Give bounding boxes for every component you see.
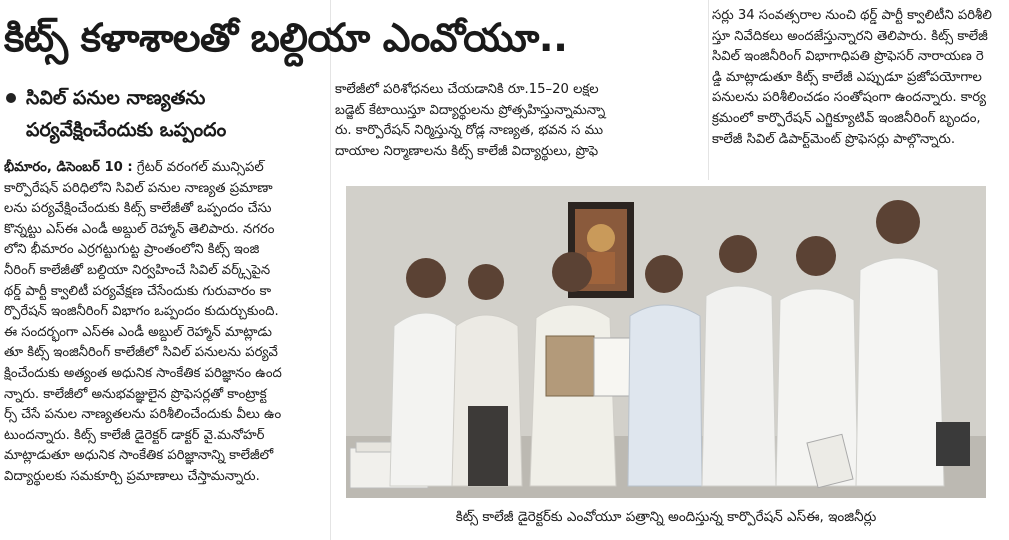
body-line: డ్డి మాట్లాడుతూ కిట్స్ కాలేజీ ఎప్పుడూ ప్రజోపయోగాల [712, 69, 982, 85]
body-line: కాలేజీ సివిల్ డిపార్ట్‌మెంట్ ప్రొఫెసర్లు పాల్గొన్నారు. [712, 131, 956, 147]
body-line: లోని భీమారం ఎర్రగట్టుగుట్ట ప్రాంతంలోని కిట్స్ ఇంజి [4, 242, 260, 258]
body-line: ర్పొరేషన్ ఇంజినీరింగ్ విభాగం ఒప్పందం కుదుర్చుకుంది. [4, 304, 279, 320]
dateline: భీమారం, డిసెంబర్ 10 : [4, 160, 133, 175]
body-line: కార్పొరేషన్ పరిధిలోని సివిల్ పనుల నాణ్యత ప్రమాణా [4, 180, 273, 196]
article-body-column-1 [4, 158, 326, 488]
body-line: క్షించేందుకు అత్యంత అధునిక సాంకేతిక పరిజ్ఞానం ఉంద [4, 365, 282, 381]
body-line: కొన్నట్టు ఎస్ఈ ఎండీ అబ్దుల్ రెహ్మాన్ తెలిపారు. నగరం [4, 221, 275, 237]
body-line: నీరింగ్ కాలేజీతో బల్దియా నిర్వహించే సివిల్ వర్క్స్‌పైన [4, 262, 271, 278]
body-line: ఈ సందర్భంగా ఎస్ఈ ఎండీ అబ్దుల్ రెహ్మాన్ మాట్లాడు [4, 324, 272, 340]
body-line: మాట్లాడుతూ అధునిక సాంకేతిక పరిజ్ఞానాన్ని కాలేజీలో [4, 448, 274, 464]
body-line: స్తూ నివేదికలు అందజేస్తున్నారని తెలిపారు. కిట్స్ కాలేజీ [712, 28, 988, 44]
body-line: న్నారు. కాలేజీలో అనుభవజ్ఞులైన ప్రొఫెసర్లతో కాంట్రాక్ట [4, 386, 267, 402]
photo-illustration [346, 186, 986, 498]
photo-caption: కిట్స్ కాలేజీ డైరెక్టర్‌కు ఎంవోయూ పత్రాన్ని అందిస్తున్న కార్పొరేషన్ ఎస్ఈ, ఇంజినీర్లు [455, 509, 877, 525]
body-line: లను పర్యవేక్షించేందుకు కిట్స్ కాలేజీతో ఒప్పందం చేసు [4, 201, 272, 217]
article-body-column-3 [712, 6, 1005, 150]
body-line: పనులను పరిశీలించడం సంతోషంగా ఉందన్నారు. కార్య [712, 90, 987, 106]
subheadline-text-1: సివిల్ పనుల నాణ్యతను [26, 87, 206, 109]
body-line: కాలేజీలో పరిశోధనలు చేయడానికి రూ.15–20 లక్షల [335, 82, 599, 97]
body-line: బడ్జెట్ కేటాయిస్తూ విద్యార్థులను ప్రోత్సహిస్తున్నామన్నా [335, 102, 606, 118]
body-line: విద్యార్థులకు సమకూర్చి ప్రమాణాలు చేస్తామన్నారు. [4, 468, 260, 484]
body-line: థర్డ్ పార్టీ క్వాలిటీ పర్యవేక్షణ చేసేందుకు గురువారం కా [4, 283, 272, 299]
subheadline-line-1 [4, 82, 324, 114]
body-line: టుందన్నారు. కిట్స్ కాలేజీ డైరెక్టర్ డాక్టర్ వై.మనోహర్ [4, 427, 265, 443]
bullet-icon [6, 93, 16, 103]
body-line: తూ కిట్స్ ఇంజినీరింగ్ కాలేజీలో సివిల్ పనులను పర్యవే [4, 345, 278, 361]
body-line [4, 158, 326, 179]
body-line: దాయాల నిర్మాణాలను కిట్స్ కాలేజీ విద్యార్థులు, ప్రొఫె [335, 143, 599, 159]
column-divider-left [330, 0, 331, 540]
article-body-column-2 [335, 80, 700, 162]
body-line: క్రమంలో కార్పొరేషన్ ఎగ్జిక్యూటివ్ ఇంజినీరింగ్ బృందం, [712, 110, 981, 126]
news-photo [346, 186, 986, 498]
body-line: సివిల్ ఇంజినీరింగ్ విభాగాధిపతి ప్రొఫెసర్ నారాయణ రె [712, 49, 984, 65]
body-line-text: గ్రేటర్ వరంగల్ మున్సిపల్ [136, 160, 264, 175]
body-line: రు. కార్పొరేషన్ నిర్మిస్తున్న రోడ్ల నాణ్యత, భవన స ము [335, 123, 604, 139]
body-line: ర్స్ చేసే పనుల నాణ్యతలను పరిశీలించేందుకు వీలు ఉం [4, 407, 282, 423]
subheadline-line-2: పర్యవేక్షించేందుకు ఒప్పందం [26, 119, 227, 141]
headline: కిట్స్ కళాశాలతో బల్దియా ఎంవోయూ.. [4, 16, 568, 61]
subheadline [4, 82, 324, 146]
column-divider-right [708, 0, 709, 180]
body-line: సర్లు 34 సంవత్సరాల నుంచి థర్డ్ పార్టీ క్వాలిటీని పరిశీలి [712, 8, 992, 23]
